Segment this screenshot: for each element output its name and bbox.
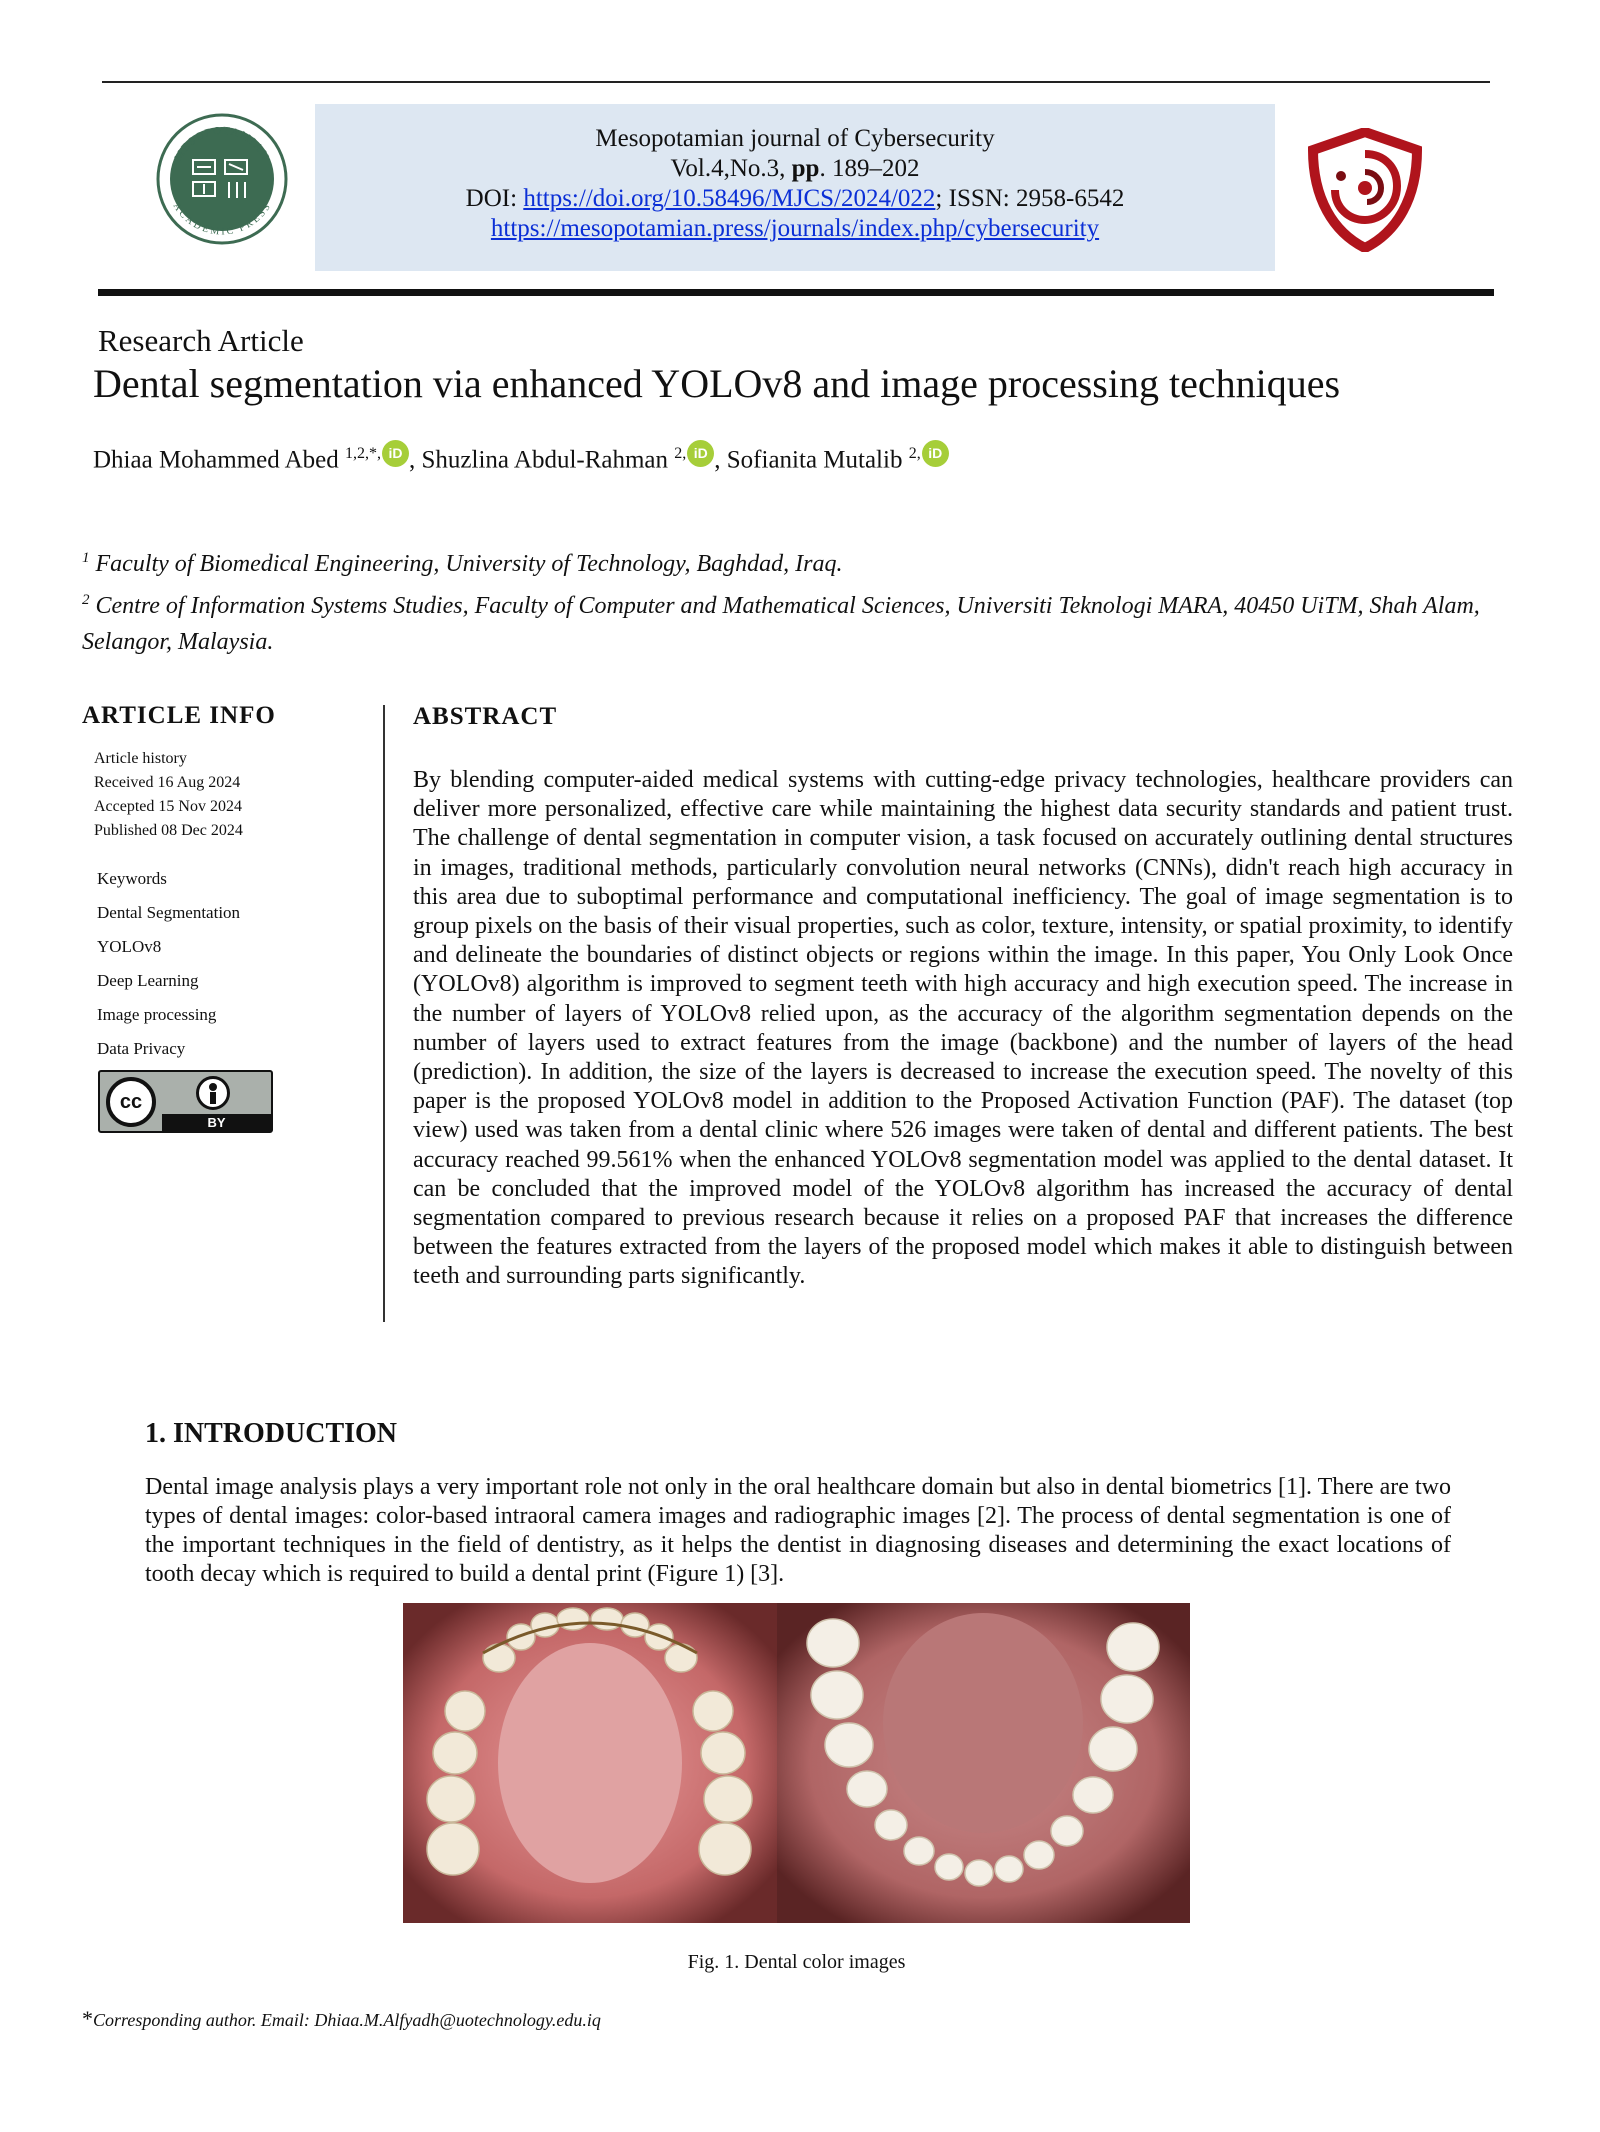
author-list: Dhiaa Mohammed Abed $^{1,2,*,}$ iD , Shuzlina Abdul-Rahman $^{2,}$ iD , Sofianita Mutalib $^{2,}$ iD — [93, 440, 949, 474]
keyword-item: Image processing — [97, 1005, 217, 1024]
journal-doi-line: DOI: https://doi.org/10.58496/MJCS/2024/022; ISSN: 2958-6542 — [465, 185, 1125, 212]
author-name: Shuzlina Abdul-Rahman — [421, 446, 675, 474]
publisher-seal-logo — [155, 112, 289, 246]
published-date: Published 08 Dec 2024 — [94, 822, 243, 839]
seal-top-text: MESOPOTAMIAN — [172, 124, 272, 164]
upper-arch-photo — [403, 1603, 777, 1923]
affiliations — [82, 540, 1522, 660]
journal-name: Mesopotamian journal of Cybersecurity — [595, 125, 995, 152]
corresponding-author-footnote: *Corresponding author. Email: Dhiaa.M.Alfyadh@uotechnology.edu.iq — [82, 2006, 601, 2031]
attribution-person-icon — [196, 1076, 230, 1110]
orcid-icon[interactable]: iD — [922, 440, 949, 467]
lower-arch-photo — [777, 1603, 1190, 1923]
by-label: BY — [162, 1114, 271, 1131]
abstract-text: By blending computer-aided medical systems with cutting-edge privacy technologies, healthcare providers can deliver more personalized, effective care while maintaining the highest data security standards and patient trust. The challenge of dental segmentation in computer vision, a task focused on accurately outlining dental structures in images, traditional methods, particularly convolution neural networks (CNNs), didn't reach high accuracy in this area due to suboptimal performance and computational inefficiency. The goal of image segmentation is to group pixels on the basis of their visual properties, such as color, texture, intensity, or spatial proximity, to identify and delineate the boundaries of distinct objects or regions within the image. In this paper, You Only Look Once (YOLOv8) algorithm is improved to segment teeth with high accuracy and high execution speed. The increase in the number of layers of YOLOv8 relied upon, as the accuracy of the algorithm segmentation depends on the number of layers used to extract features from the image (backbone) and the number of layers of the head (prediction). In addition, the size of the layers is decreased to increase the execution speed. The novelty of this paper is the proposed YOLOv8 model in addition to the Proposed Activation Function (PAF). The dataset (top view) used was taken from a dental clinic where 526 images were taken of dental and different patients. The best accuracy reached 99.561% when the enhanced YOLOv8 segmentation model was applied to the dental dataset. It can be concluded that the improved model of the YOLOv8 algorithm has increased the accuracy of dental segmentation compared to previous research because it relies on a proposed PAF that increases the difference between the features extracted from the layers of the proposed model which makes it able to distinguish between teeth and surrounding parts significantly. — [413, 767, 1513, 1290]
author-name: Sofianita Mutalib — [726, 446, 909, 474]
header-top-rule — [102, 81, 1490, 83]
introduction-heading: 1. INTRODUCTION — [145, 1418, 398, 1449]
accepted-date: Accepted 15 Nov 2024 — [94, 798, 242, 815]
journal-header-box — [315, 104, 1275, 271]
keywords-list — [97, 862, 240, 1066]
keyword-item: YOLOv8 — [97, 937, 162, 956]
affiliation-item: $^2$ Centre of Information Systems Studies, Faculty of Computer and Mathematical Sciences, Universiti Teknologi MARA, 40450 UiTM, Shah Alam, Selangor, Malaysia. — [82, 592, 1480, 655]
column-divider — [383, 705, 385, 1322]
keyword-item: Deep Learning — [97, 971, 199, 990]
cc-by-license-badge[interactable] — [98, 1070, 273, 1133]
article-info-heading: ARTICLE INFO — [82, 702, 276, 729]
doi-link[interactable]: https://doi.org/10.58496/MJCS/2024/022 — [523, 185, 936, 212]
header-bottom-rule — [98, 289, 1494, 296]
keywords-label: Keywords — [97, 869, 167, 888]
paper-title: Dental segmentation via enhanced YOLOv8 and image processing techniques — [93, 361, 1341, 406]
figure-caption: Fig. 1. Dental color images — [687, 1951, 906, 1973]
article-type: Research Article — [98, 323, 304, 358]
journal-volume: Vol.4,No.3, pp. 189–202 — [670, 155, 920, 182]
journal-url-link[interactable]: https://mesopotamian.press/journals/index.php/cybersecurity — [490, 215, 1100, 242]
abstract-heading: ABSTRACT — [413, 703, 558, 730]
dental-images-figure — [403, 1603, 1190, 1923]
orcid-icon[interactable]: iD — [687, 440, 714, 467]
article-history: Article history Received 16 Aug 2024 Accepted 15 Nov 2024 Published 08 Dec 2024 — [94, 747, 243, 843]
received-date: Received 16 Aug 2024 — [94, 774, 241, 791]
journal-shield-logo — [1305, 128, 1425, 252]
orcid-icon[interactable]: iD — [382, 440, 409, 467]
introduction-text: Dental image analysis plays a very important role not only in the oral healthcare domain but also in dental biometrics [1]. There are two types of dental images: color-based intraoral camera images and radiographic images [2]. The process of dental segmentation is one of the important techniques in the field of dentistry, as it helps the dentist in diagnosing diseases and determining the exact locations of tooth decay which is required to build a dental print (Figure 1) [3]. — [145, 1474, 1451, 1587]
author-name: Dhiaa Mohammed Abed — [93, 446, 346, 474]
keyword-item: Dental Segmentation — [97, 903, 241, 922]
cc-icon: cc — [106, 1077, 156, 1127]
seal-bottom-text: ACADEMIC PRESS — [170, 200, 274, 238]
keyword-item: Data Privacy — [97, 1039, 186, 1058]
affiliation-item: $^1$ Faculty of Biomedical Engineering, University of Technology, Baghdad, Iraq. — [82, 550, 843, 577]
